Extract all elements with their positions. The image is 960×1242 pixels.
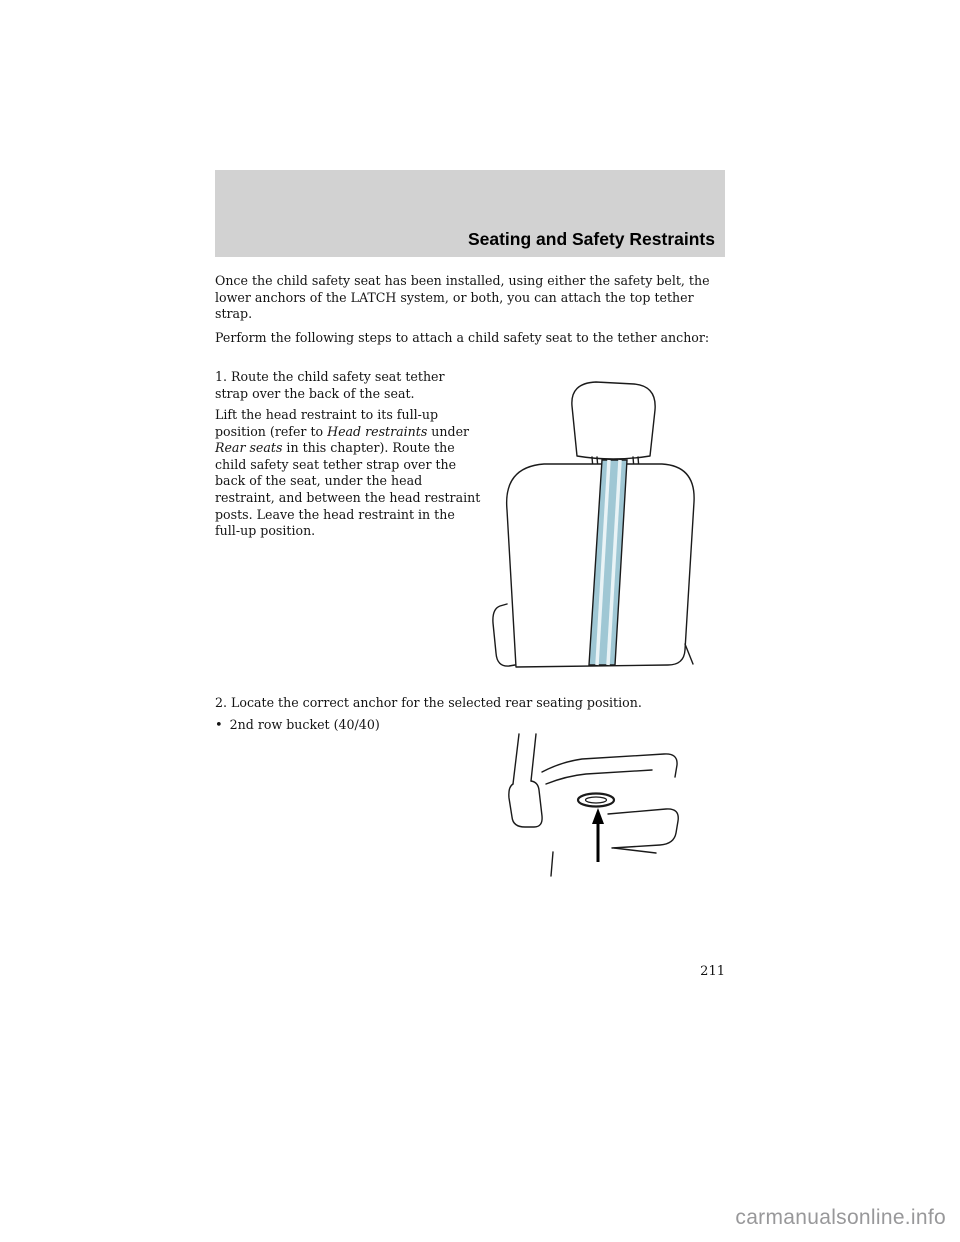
seat-seam xyxy=(685,644,693,664)
watermark: carmanualsonline.info xyxy=(735,1206,946,1229)
lower-rail-edge xyxy=(614,848,656,853)
detail-text-part-2: under xyxy=(427,423,470,439)
bullet-label: 2nd row bucket (40/40) xyxy=(229,717,380,732)
seat-side-line-outer xyxy=(513,734,519,784)
chapter-title: Seating and Safety Restraints xyxy=(467,229,715,249)
floor-line xyxy=(551,852,553,876)
anchor-illustration xyxy=(506,732,693,883)
seat-back-drawing xyxy=(486,372,708,670)
detail-italic-head-restraints: Head restraints xyxy=(327,423,428,439)
anchor-drawing xyxy=(506,732,693,879)
detail-text-part-1: Lift the head restraint to its full-up position (refer to xyxy=(215,407,439,439)
seat-side-piece xyxy=(493,604,515,666)
seat-side-foot xyxy=(509,781,542,827)
paragraph-intro: Once the child safety seat has been installed, using either the safety belt, the lower anchors of the LATCH system, or both, you can attach the top tether strap. xyxy=(215,273,710,322)
detail-text-part-3: in this chapter). Route the child safety seat tether strap over the back of the seat, under the head restraint, and between the head restraint posts. Leave the head restraint in the full-up position. xyxy=(215,440,481,539)
seat-side-line-inner xyxy=(531,734,536,781)
paragraph-steps-intro: Perform the following steps to attach a child safety seat to the tether anchor: xyxy=(215,330,710,345)
step-2-text: 2. Locate the correct anchor for the selected rear seating position. xyxy=(215,695,642,710)
upper-rail-top-line xyxy=(542,754,677,777)
tether-anchor xyxy=(578,794,614,807)
chapter-header-bar xyxy=(215,170,725,257)
page-number: 211 xyxy=(700,964,725,979)
lower-rail xyxy=(608,809,678,848)
step-1-detail xyxy=(215,407,481,540)
seat-back-illustration xyxy=(486,372,708,674)
step-1-text: 1. Route the child safety seat tether strap over the back of the seat. xyxy=(215,369,445,401)
bullet-icon: • xyxy=(215,718,223,733)
up-arrow-icon xyxy=(592,808,604,862)
head-restraint-shape xyxy=(572,382,655,459)
detail-italic-rear-seats: Rear seats xyxy=(215,440,283,456)
upper-rail-bottom-line xyxy=(546,770,652,784)
